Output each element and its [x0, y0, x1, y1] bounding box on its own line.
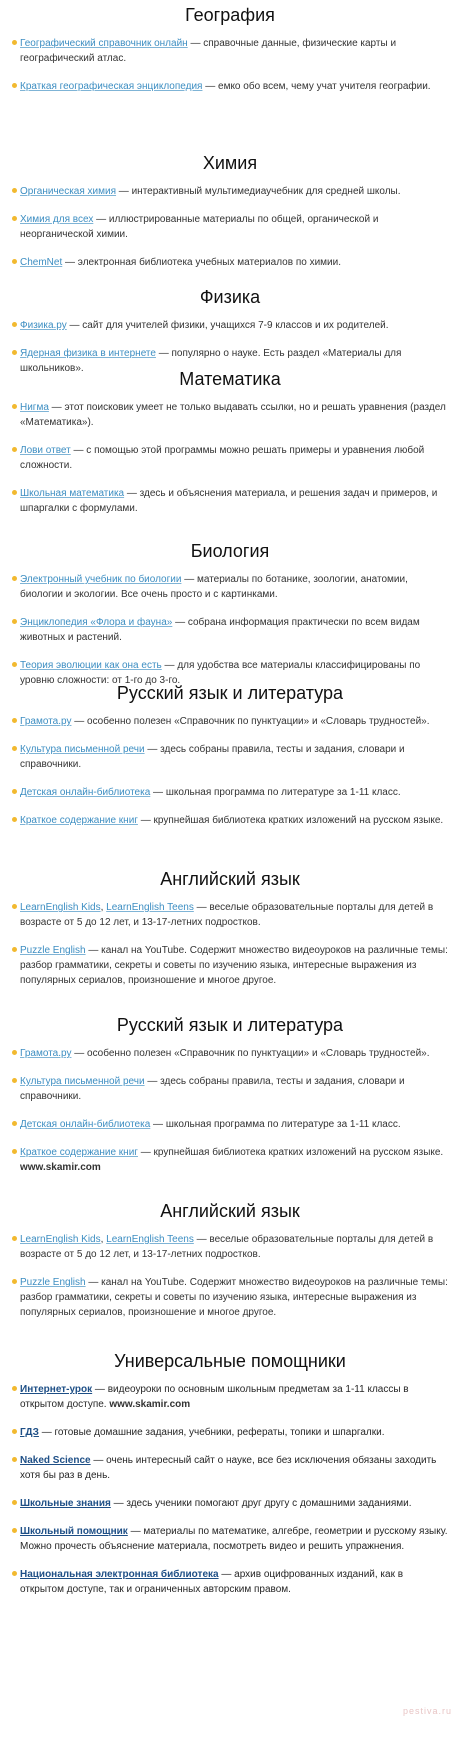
item-text — [20, 318, 448, 333]
section — [0, 152, 460, 270]
resource-link[interactable]: Школьная математика — [20, 488, 125, 499]
resource-link[interactable]: Puzzle English — [20, 945, 86, 956]
list-item — [12, 486, 448, 516]
list-item — [12, 813, 448, 828]
section-title: Русский язык и литература — [116, 1015, 344, 1035]
bullet-icon — [12, 40, 17, 45]
item-text — [20, 615, 448, 645]
section-title: Химия — [202, 153, 258, 173]
link-separator: , — [100, 902, 107, 913]
item-description: — собрана информация практически по всем видам животных и растений. — [20, 617, 420, 643]
item-text — [20, 1117, 448, 1132]
list-item — [12, 79, 448, 94]
item-text — [20, 1496, 448, 1511]
bullet-icon — [12, 1236, 17, 1241]
item-description: — электронная библиотека учебных материалов по химии. — [62, 257, 341, 268]
section — [0, 540, 460, 688]
resource-link[interactable]: Национальная электронная библиотека — [20, 1569, 219, 1580]
bullet-icon — [12, 490, 17, 495]
section-title: Универсальные помощники — [114, 1351, 346, 1371]
bullet-icon — [12, 322, 17, 327]
list-item — [12, 714, 448, 729]
list-item — [12, 1117, 448, 1132]
item-text — [20, 1453, 448, 1483]
bullet-icon — [12, 619, 17, 624]
bullet-icon — [12, 576, 17, 581]
item-description: — особенно полезен «Справочник по пунктуации» и «Словарь трудностей». — [71, 1048, 430, 1059]
resource-link[interactable]: Школьные знания — [20, 1498, 111, 1509]
item-description: — крупнейшая библиотека кратких изложений на русском языке. — [137, 815, 444, 826]
section — [0, 1014, 460, 1175]
bullet-icon — [12, 789, 17, 794]
item-text — [20, 1567, 448, 1597]
list-item — [12, 1524, 448, 1554]
bullet-icon — [12, 1279, 17, 1284]
item-text — [20, 714, 448, 729]
bullet-icon — [12, 216, 17, 221]
item-text — [20, 1382, 448, 1412]
item-text — [20, 486, 448, 516]
resource-link[interactable]: Культура письменной речи — [20, 1076, 145, 1087]
item-description: — интерактивный мультимедиаучебник для средней школы. — [116, 186, 401, 197]
item-text — [20, 813, 448, 828]
resource-link[interactable]: Грамота.ру — [20, 1048, 72, 1059]
bullet-icon — [12, 1149, 17, 1154]
section — [0, 1200, 460, 1320]
bullet-icon — [12, 350, 17, 355]
section — [0, 682, 460, 828]
bullet-icon — [12, 746, 17, 751]
item-description: — канал на YouTube. Содержит множество видеоуроков на различные темы: разбор грамматики, секреты и советы по изучению языка, интересные выражения из популярных сериалов, произношение и многое другое. — [20, 945, 448, 986]
list-item — [12, 943, 448, 988]
resource-link[interactable]: Химия для всех — [20, 214, 94, 225]
item-description: — веселые образовательные порталы для детей в возрасте от 5 до 12 лет, и 13-17-летних подростков. — [20, 1234, 434, 1260]
bullet-icon — [12, 188, 17, 193]
item-text — [20, 900, 448, 930]
item-description: — емко обо всем, чему учат учителя географии. — [202, 81, 431, 92]
item-text — [20, 184, 448, 199]
bullet-icon — [12, 259, 17, 264]
bullet-icon — [12, 1500, 17, 1505]
bullet-icon — [12, 947, 17, 952]
resource-link[interactable]: Органическая химия — [20, 186, 117, 197]
item-description: — здесь собраны правила, тесты и задания, словари и справочники. — [20, 1076, 405, 1102]
list-item — [12, 36, 448, 66]
list-item — [12, 900, 448, 930]
section — [0, 4, 460, 94]
resource-link[interactable]: Интернет-урок — [20, 1384, 93, 1395]
list-item — [12, 1425, 448, 1440]
item-description: — особенно полезен «Справочник по пунктуации» и «Словарь трудностей». — [71, 716, 430, 727]
list-item — [12, 400, 448, 430]
list-item — [12, 318, 448, 333]
resource-link[interactable]: Электронный учебник по биологии — [20, 574, 182, 585]
bullet-icon — [12, 817, 17, 822]
item-description: — веселые образовательные порталы для детей в возрасте от 5 до 12 лет, и 13-17-летних подростков. — [20, 902, 434, 928]
item-text — [20, 943, 448, 988]
item-description: — для удобства все материалы классифицированы по уровню сложности: от 1-го до 3-го. — [20, 660, 421, 686]
list-item — [12, 212, 448, 242]
list-item — [12, 1232, 448, 1262]
item-description: — материалы по математике, алгебре, геометрии и русскому языку. Можно прочесть объяснение материала, посмотреть видео и решить упражнения. — [20, 1526, 448, 1552]
item-text — [20, 1275, 448, 1320]
list-item — [12, 1453, 448, 1483]
item-text — [20, 1046, 448, 1061]
resource-link[interactable]: Детская онлайн-библиотека — [20, 787, 151, 798]
item-text — [20, 1524, 448, 1554]
section — [0, 368, 460, 516]
bullet-icon — [12, 1050, 17, 1055]
item-description: — этот поисковик умеет не только выдавать ссылки, но и решать уравнения (раздел «Математика»). — [20, 402, 446, 428]
section-title: Математика — [179, 369, 281, 389]
item-text — [20, 572, 448, 602]
resource-link[interactable]: Физика.ру — [20, 320, 67, 331]
watermark-text: www.skamir.com — [20, 1162, 101, 1173]
item-description: — справочные данные, физические карты и географический атлас. — [20, 38, 397, 64]
resource-link[interactable]: LearnEnglish Teens — [106, 902, 194, 913]
item-description: — видеоуроки по основным школьным предметам за 1-11 классы в открытом доступе. — [20, 1384, 409, 1410]
item-text — [20, 400, 448, 430]
site-watermark: pestiva.ru — [402, 1706, 452, 1716]
resource-link[interactable]: ГДЗ — [20, 1427, 39, 1438]
item-description: — крупнейшая библиотека кратких изложений на русском языке. — [137, 1147, 444, 1158]
resource-link[interactable]: LearnEnglish Kids — [20, 1234, 101, 1245]
list-item — [12, 1074, 448, 1104]
item-text — [20, 1074, 448, 1104]
item-text — [20, 212, 448, 242]
resource-link[interactable]: Краткое содержание книг — [20, 1147, 138, 1158]
item-description: — сайт для учителей физики, учащихся 7-9 классов и их родителей. — [66, 320, 389, 331]
bullet-icon — [12, 1571, 17, 1576]
bullet-icon — [12, 83, 17, 88]
section — [0, 286, 460, 376]
item-text — [20, 79, 448, 94]
item-description: — школьная программа по литературе за 1-11 класс. — [150, 787, 401, 798]
section — [0, 868, 460, 988]
list-item — [12, 1046, 448, 1061]
item-description: — иллюстрированные материалы по общей, органической и неорганической химии. — [20, 214, 379, 240]
item-description: — здесь собраны правила, тесты и задания, словари и справочники. — [20, 744, 405, 770]
bullet-icon — [12, 1528, 17, 1533]
item-text — [20, 255, 448, 270]
list-item — [12, 1567, 448, 1597]
resource-link[interactable]: Культура письменной речи — [20, 744, 145, 755]
resource-link[interactable]: Теория эволюции как она есть — [20, 660, 162, 671]
resource-link[interactable]: Краткое содержание книг — [20, 815, 138, 826]
item-description: — с помощью этой программы можно решать примеры и уравнения любой сложности. — [20, 445, 425, 471]
watermark-text: www.skamir.com — [109, 1399, 191, 1410]
list-item — [12, 742, 448, 772]
list-item — [12, 1382, 448, 1412]
item-description: — здесь ученики помогают друг другу с домашними заданиями. — [110, 1498, 412, 1509]
item-description: — здесь и объяснения материала, и решения задач и примеров, и шпаргалки с формулами. — [20, 488, 438, 514]
item-description: — школьная программа по литературе за 1-11 класс. — [150, 1119, 401, 1130]
bullet-icon — [12, 1121, 17, 1126]
list-item — [12, 785, 448, 800]
item-description: — архив оцифрованных изданий, как в открытом доступе, так и ограниченных авторским правом. — [20, 1569, 404, 1595]
resource-link[interactable]: LearnEnglish Teens — [106, 1234, 194, 1245]
section-title: Английский язык — [160, 1201, 300, 1221]
item-description: — канал на YouTube. Содержит множество видеоуроков на различные темы: разбор грамматики, секреты и советы по изучению языка, интересные выражения из популярных сериалов, произношение и многое другое. — [20, 1277, 448, 1318]
resource-link[interactable]: Naked Science — [20, 1455, 91, 1466]
resource-link[interactable]: LearnEnglish Kids — [20, 902, 101, 913]
list-item — [12, 615, 448, 645]
resource-link[interactable]: Puzzle English — [20, 1277, 86, 1288]
bullet-icon — [12, 1429, 17, 1434]
bullet-icon — [12, 1078, 17, 1083]
list-item — [12, 1496, 448, 1511]
item-description: — популярно о науке. Есть раздел «Материалы для школьников». — [20, 348, 402, 374]
bullet-icon — [12, 404, 17, 409]
resource-link[interactable]: Школьный помощник — [20, 1526, 128, 1537]
bullet-icon — [12, 904, 17, 909]
resource-link[interactable]: Краткая географическая энциклопедия — [20, 81, 203, 92]
list-item — [12, 1275, 448, 1320]
list-item — [12, 443, 448, 473]
item-text — [20, 36, 448, 66]
section-title: Биология — [190, 541, 270, 561]
item-text — [20, 785, 448, 800]
resource-link[interactable]: Детская онлайн-библиотека — [20, 1119, 151, 1130]
bullet-icon — [12, 447, 17, 452]
resource-link[interactable]: ChemNet — [20, 257, 63, 268]
section-title: География — [185, 5, 275, 25]
resource-link[interactable]: Нигма — [20, 402, 49, 413]
bullet-icon — [12, 1457, 17, 1462]
bullet-icon — [12, 718, 17, 723]
item-description: — готовые домашние задания, учебники, рефераты, топики и шпаргалки. — [38, 1427, 385, 1438]
resource-link[interactable]: Ядерная физика в интернете — [20, 348, 156, 359]
item-text — [20, 443, 448, 473]
section-title: Физика — [199, 287, 261, 307]
item-description: — очень интересный сайт о науке, все без исключения обязаны заходить хотя бы раз в день. — [20, 1455, 437, 1481]
resource-link[interactable]: Грамота.ру — [20, 716, 72, 727]
item-text — [20, 1145, 448, 1175]
list-item — [12, 1145, 448, 1175]
resource-link[interactable]: Лови ответ — [20, 445, 71, 456]
link-separator: , — [100, 1234, 107, 1245]
item-text — [20, 1232, 448, 1262]
resource-link[interactable]: Географический справочник онлайн — [20, 38, 188, 49]
item-text — [20, 742, 448, 772]
section-title: Русский язык и литература — [116, 683, 344, 703]
bullet-icon — [12, 662, 17, 667]
resource-link[interactable]: Энциклопедия «Флора и фауна» — [20, 617, 173, 628]
list-item — [12, 255, 448, 270]
list-item — [12, 572, 448, 602]
bullet-icon — [12, 1386, 17, 1391]
section — [0, 1350, 460, 1597]
section-title: Английский язык — [160, 869, 300, 889]
item-description: — материалы по ботанике, зоологии, анатомии, биологии и экологии. Все очень просто и с картинками. — [20, 574, 408, 600]
list-item — [12, 184, 448, 199]
item-text — [20, 1425, 448, 1440]
